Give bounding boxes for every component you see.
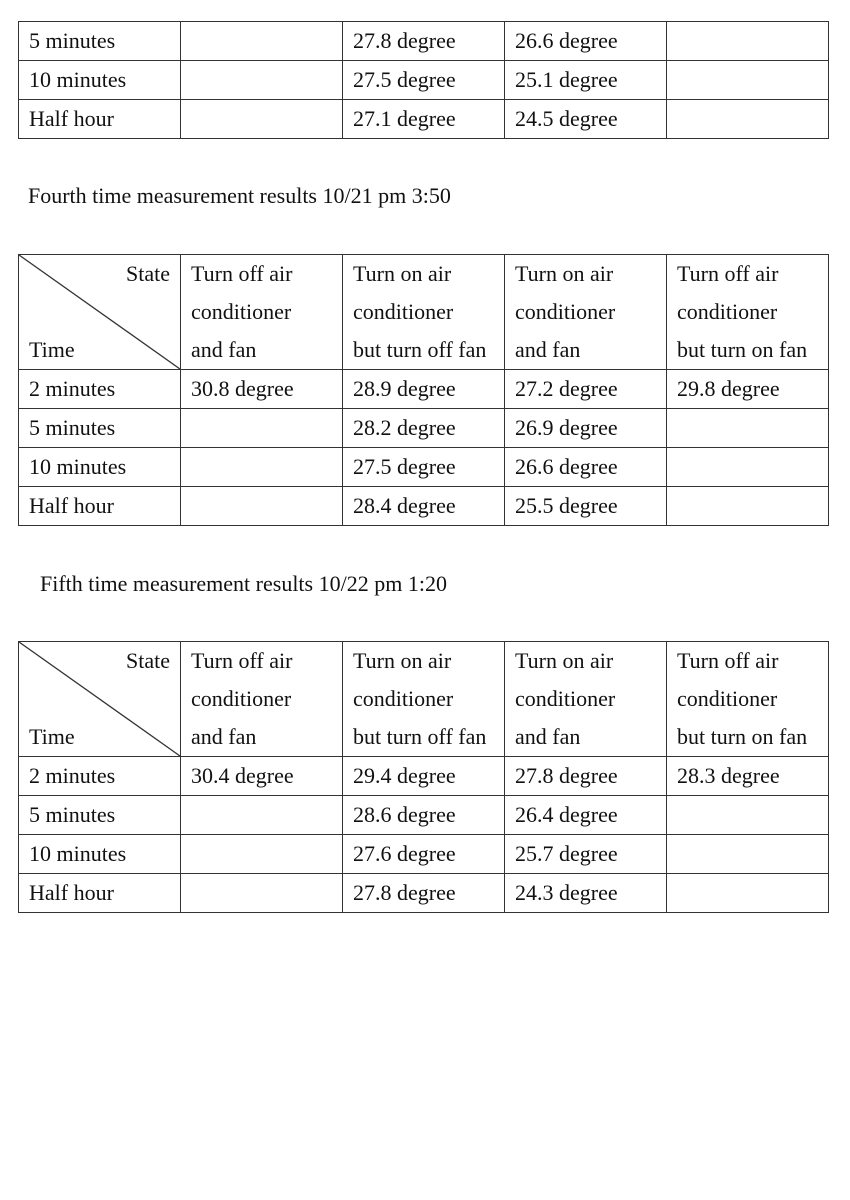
value-cell: 28.9 degree	[343, 370, 505, 409]
value-cell: 30.4 degree	[181, 757, 343, 796]
value-cell: 26.9 degree	[505, 409, 667, 448]
table-row	[19, 61, 829, 100]
state-label: State	[126, 648, 170, 673]
time-label: Time	[29, 724, 75, 749]
column-header: Turn off air conditioner but turn on fan	[667, 642, 829, 757]
value-cell: 29.4 degree	[343, 757, 505, 796]
time-cell: 5 minutes	[19, 22, 181, 61]
value-cell	[181, 448, 343, 487]
table-row	[19, 370, 829, 409]
value-cell	[181, 100, 343, 139]
value-cell	[667, 796, 829, 835]
column-header: Turn off air conditioner and fan	[181, 642, 343, 757]
value-cell: 27.1 degree	[343, 100, 505, 139]
value-cell: 25.7 degree	[505, 835, 667, 874]
column-header: Turn on air conditioner but turn off fan	[343, 642, 505, 757]
time-label: Time	[29, 337, 75, 362]
time-cell: 10 minutes	[19, 835, 181, 874]
value-cell	[181, 835, 343, 874]
value-cell: 27.2 degree	[505, 370, 667, 409]
value-cell	[181, 874, 343, 913]
time-cell: 5 minutes	[19, 796, 181, 835]
time-cell: 10 minutes	[19, 61, 181, 100]
table-row	[19, 409, 829, 448]
value-cell: 26.6 degree	[505, 448, 667, 487]
value-cell: 25.5 degree	[505, 487, 667, 526]
table-row	[19, 796, 829, 835]
column-header: Turn on air conditioner but turn off fan	[343, 255, 505, 370]
measurement-table-continued	[18, 21, 829, 139]
value-cell	[667, 61, 829, 100]
table-row	[19, 487, 829, 526]
table-row	[19, 22, 829, 61]
value-cell	[667, 487, 829, 526]
section-caption-fifth: Fifth time measurement results 10/22 pm 1:20	[40, 571, 447, 596]
time-cell: 2 minutes	[19, 370, 181, 409]
state-label: State	[126, 261, 170, 286]
value-cell	[181, 409, 343, 448]
value-cell: 28.3 degree	[667, 757, 829, 796]
column-header: Turn off air conditioner but turn on fan	[667, 255, 829, 370]
time-cell: 5 minutes	[19, 409, 181, 448]
value-cell: 28.6 degree	[343, 796, 505, 835]
value-cell	[181, 487, 343, 526]
column-header: Turn on air conditioner and fan	[505, 255, 667, 370]
table-row	[19, 874, 829, 913]
value-cell: 24.3 degree	[505, 874, 667, 913]
value-cell: 24.5 degree	[505, 100, 667, 139]
diagonal-header-cell	[19, 255, 181, 370]
value-cell: 30.8 degree	[181, 370, 343, 409]
time-cell: Half hour	[19, 487, 181, 526]
section-caption-fourth: Fourth time measurement results 10/21 pm 3:50	[28, 183, 451, 208]
value-cell: 25.1 degree	[505, 61, 667, 100]
table-row	[19, 100, 829, 139]
time-cell: 10 minutes	[19, 448, 181, 487]
value-cell	[181, 61, 343, 100]
value-cell	[181, 22, 343, 61]
value-cell	[667, 874, 829, 913]
value-cell	[667, 22, 829, 61]
time-cell: Half hour	[19, 100, 181, 139]
value-cell: 27.5 degree	[343, 448, 505, 487]
value-cell	[181, 796, 343, 835]
time-cell: Half hour	[19, 874, 181, 913]
time-cell: 2 minutes	[19, 757, 181, 796]
header-row	[19, 642, 829, 757]
value-cell: 26.6 degree	[505, 22, 667, 61]
diagonal-header-cell	[19, 642, 181, 757]
value-cell: 28.4 degree	[343, 487, 505, 526]
column-header: Turn off air conditioner and fan	[181, 255, 343, 370]
value-cell: 27.5 degree	[343, 61, 505, 100]
value-cell	[667, 835, 829, 874]
table-row	[19, 757, 829, 796]
value-cell: 27.8 degree	[505, 757, 667, 796]
value-cell: 28.2 degree	[343, 409, 505, 448]
table-row	[19, 448, 829, 487]
value-cell: 27.8 degree	[343, 22, 505, 61]
value-cell	[667, 100, 829, 139]
header-row	[19, 255, 829, 370]
measurement-table-fifth	[18, 641, 829, 913]
value-cell	[667, 409, 829, 448]
value-cell: 27.8 degree	[343, 874, 505, 913]
value-cell: 26.4 degree	[505, 796, 667, 835]
value-cell: 29.8 degree	[667, 370, 829, 409]
value-cell: 27.6 degree	[343, 835, 505, 874]
column-header: Turn on air conditioner and fan	[505, 642, 667, 757]
value-cell	[667, 448, 829, 487]
measurement-table-fourth	[18, 254, 829, 526]
table-row	[19, 835, 829, 874]
